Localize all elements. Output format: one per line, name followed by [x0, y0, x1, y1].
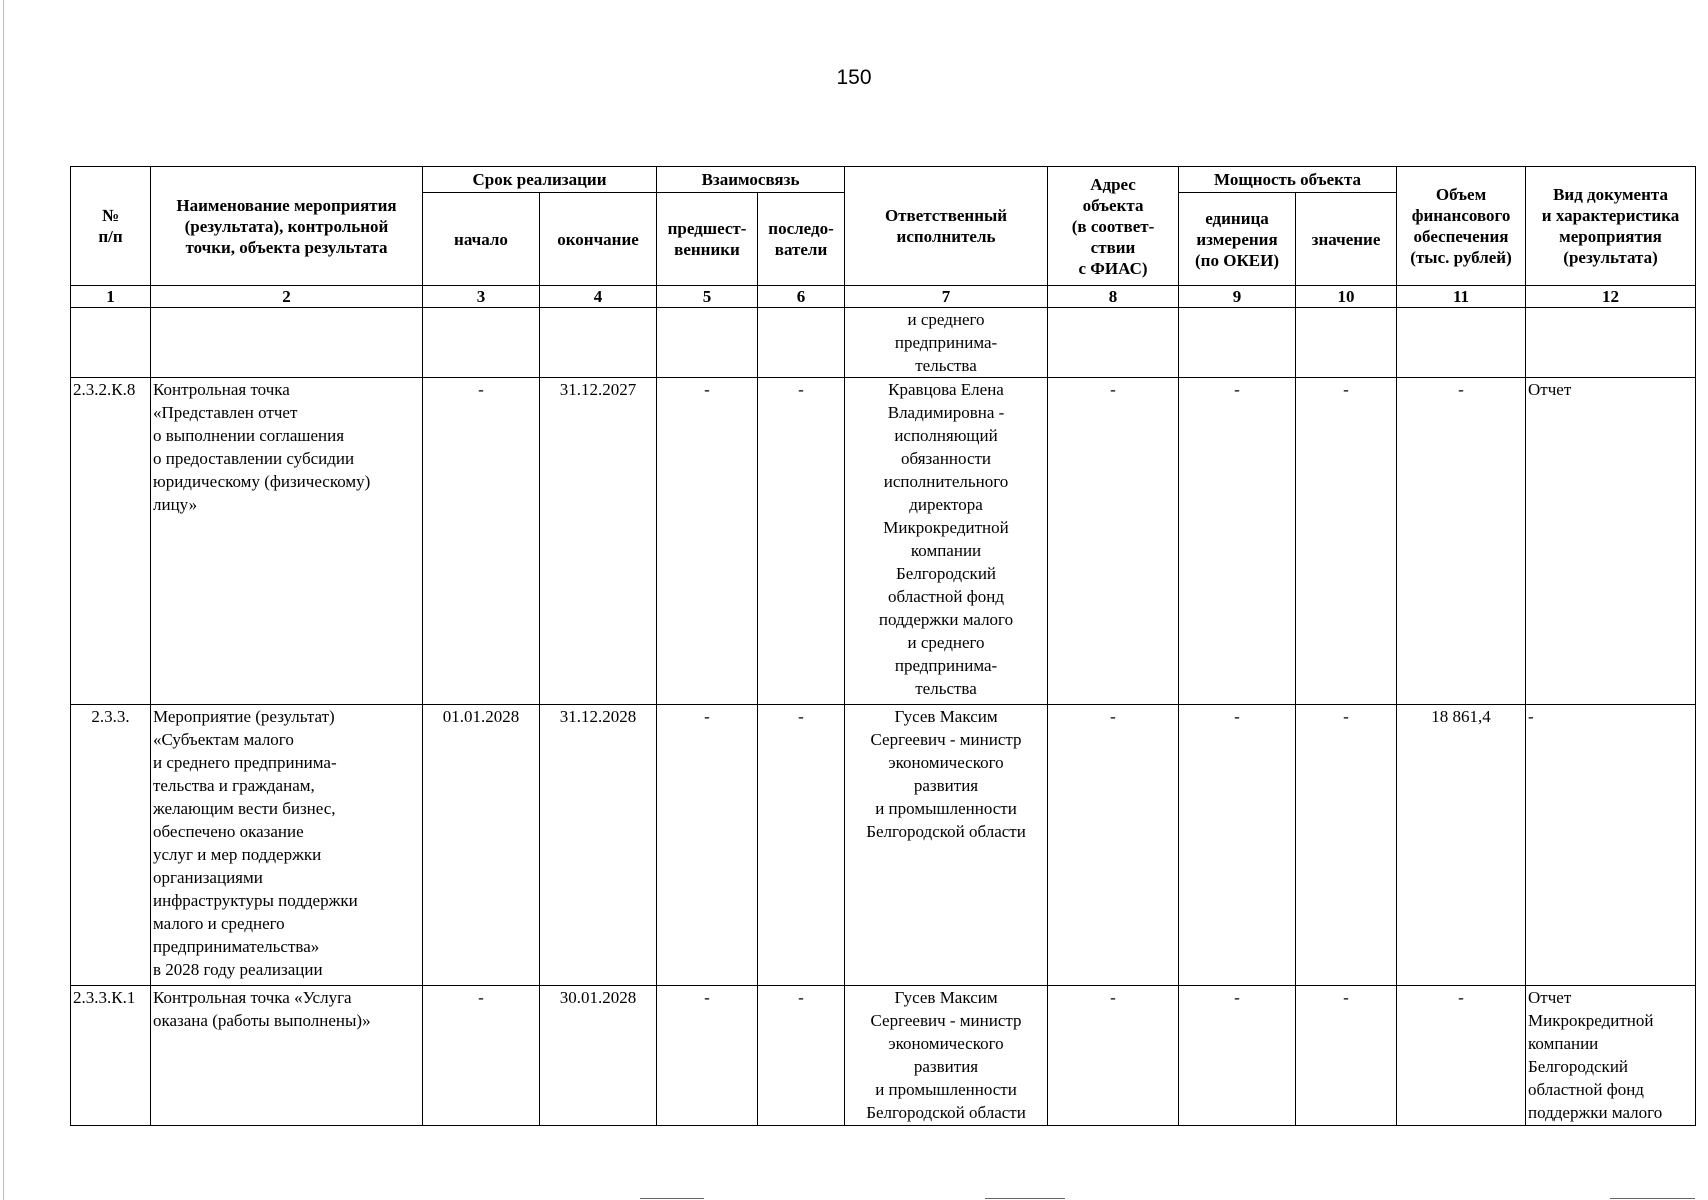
- column-number: 7: [845, 286, 1048, 308]
- footer-rule: [985, 1198, 1065, 1199]
- cell-end: 30.01.2028: [540, 986, 657, 1126]
- cell-successors: -: [758, 986, 845, 1126]
- cell-address: -: [1048, 705, 1179, 986]
- cell-start: 01.01.2028: [423, 705, 540, 986]
- cell-predecessors: -: [657, 986, 758, 1126]
- cell-responsible: и среднего предпринима- тельства: [845, 308, 1048, 378]
- cell-unit: -: [1179, 705, 1296, 986]
- header-successors: последо- ватели: [758, 193, 845, 286]
- header-financing: Объем финансового обеспечения (тыс. рублей): [1397, 167, 1526, 286]
- cell-successors: -: [758, 378, 845, 705]
- header-start: начало: [423, 193, 540, 286]
- cell-start: -: [423, 378, 540, 705]
- cell-unit: [1179, 308, 1296, 378]
- column-number: 5: [657, 286, 758, 308]
- cell-document: Отчет: [1526, 378, 1696, 705]
- column-number: 3: [423, 286, 540, 308]
- cell-financing: -: [1397, 986, 1526, 1126]
- header-link-group: Взаимосвязь: [657, 167, 845, 193]
- column-number: 8: [1048, 286, 1179, 308]
- cell-end: 31.12.2027: [540, 378, 657, 705]
- header-num: № п/п: [71, 167, 151, 286]
- cell-value: -: [1296, 378, 1397, 705]
- cell-predecessors: -: [657, 705, 758, 986]
- header-responsible: Ответственный исполнитель: [845, 167, 1048, 286]
- cell-value: -: [1296, 705, 1397, 986]
- header-end: окончание: [540, 193, 657, 286]
- scan-edge-line: [3, 0, 4, 1200]
- cell-responsible: Кравцова Елена Владимировна - исполняющий обязанности исполнительного директора Микрокредитной компании Белгородский областной фонд поддержки малого и среднего предпринима- тельства: [845, 378, 1048, 705]
- cell-end: [540, 308, 657, 378]
- cell-responsible: Гусев Максим Сергеевич - министр экономического развития и промышленности Белгородской области: [845, 705, 1048, 986]
- cell-name: Контрольная точка «Представлен отчет о выполнении соглашения о предоставлении субсидии юридическому (физическому) лицу»: [151, 378, 423, 705]
- cell-address: -: [1048, 986, 1179, 1126]
- cell-responsible: Гусев Максим Сергеевич - министр экономического развития и промышленности Белгородской области: [845, 986, 1048, 1126]
- cell-value: [1296, 308, 1397, 378]
- cell-predecessors: -: [657, 378, 758, 705]
- cell-successors: [758, 308, 845, 378]
- cell-start: -: [423, 986, 540, 1126]
- cell-address: [1048, 308, 1179, 378]
- cell-name: Контрольная точка «Услуга оказана (работы выполнены)»: [151, 986, 423, 1126]
- cell-name: Мероприятие (результат) «Субъектам малого и среднего предпринима- тельства и гражданам, желающим вести бизнес, обеспечено оказание услуг и мер поддержки организациями инфраструктуры поддержки малого и среднего предпринимательства» в 2028 году реализации: [151, 705, 423, 986]
- cell-document: Отчет Микрокредитной компании Белгородский областной фонд поддержки малого: [1526, 986, 1696, 1126]
- header-address: Адрес объекта (в соответ- ствии с ФИАС): [1048, 167, 1179, 286]
- table-row: [71, 986, 1696, 1126]
- plan-table: [70, 166, 1696, 1126]
- cell-end: 31.12.2028: [540, 705, 657, 986]
- cell-num: 2.3.2.К.8: [71, 378, 151, 705]
- cell-financing: 18 861,4: [1397, 705, 1526, 986]
- column-number: 4: [540, 286, 657, 308]
- header-unit: единица измерения (по ОКЕИ): [1179, 193, 1296, 286]
- footer-rule: [1610, 1198, 1695, 1199]
- header-term-group: Срок реализации: [423, 167, 657, 193]
- cell-address: -: [1048, 378, 1179, 705]
- footer-rule: [640, 1198, 704, 1199]
- cell-num: [71, 308, 151, 378]
- cell-document: [1526, 308, 1696, 378]
- header-value: значение: [1296, 193, 1397, 286]
- cell-value: -: [1296, 986, 1397, 1126]
- cell-document: -: [1526, 705, 1696, 986]
- header-name: Наименование мероприятия (результата), контрольной точки, объекта результата: [151, 167, 423, 286]
- cell-successors: -: [758, 705, 845, 986]
- cell-unit: -: [1179, 378, 1296, 705]
- column-number: 11: [1397, 286, 1526, 308]
- table-row: [71, 378, 1696, 705]
- cell-financing: -: [1397, 378, 1526, 705]
- column-number: 10: [1296, 286, 1397, 308]
- header-document: Вид документа и характеристика мероприятия (результата): [1526, 167, 1696, 286]
- table-row: [71, 308, 1696, 378]
- column-number: 2: [151, 286, 423, 308]
- cell-num: 2.3.3.К.1: [71, 986, 151, 1126]
- cell-financing: [1397, 308, 1526, 378]
- column-number: 1: [71, 286, 151, 308]
- cell-name: [151, 308, 423, 378]
- column-number: 6: [758, 286, 845, 308]
- header-predecessors: предшест- венники: [657, 193, 758, 286]
- column-number: 9: [1179, 286, 1296, 308]
- cell-predecessors: [657, 308, 758, 378]
- cell-unit: -: [1179, 986, 1296, 1126]
- cell-start: [423, 308, 540, 378]
- cell-num: 2.3.3.: [71, 705, 151, 986]
- header-power-group: Мощность объекта: [1179, 167, 1397, 193]
- column-number: 12: [1526, 286, 1696, 308]
- table-row: [71, 705, 1696, 986]
- page-number: 150: [836, 66, 872, 89]
